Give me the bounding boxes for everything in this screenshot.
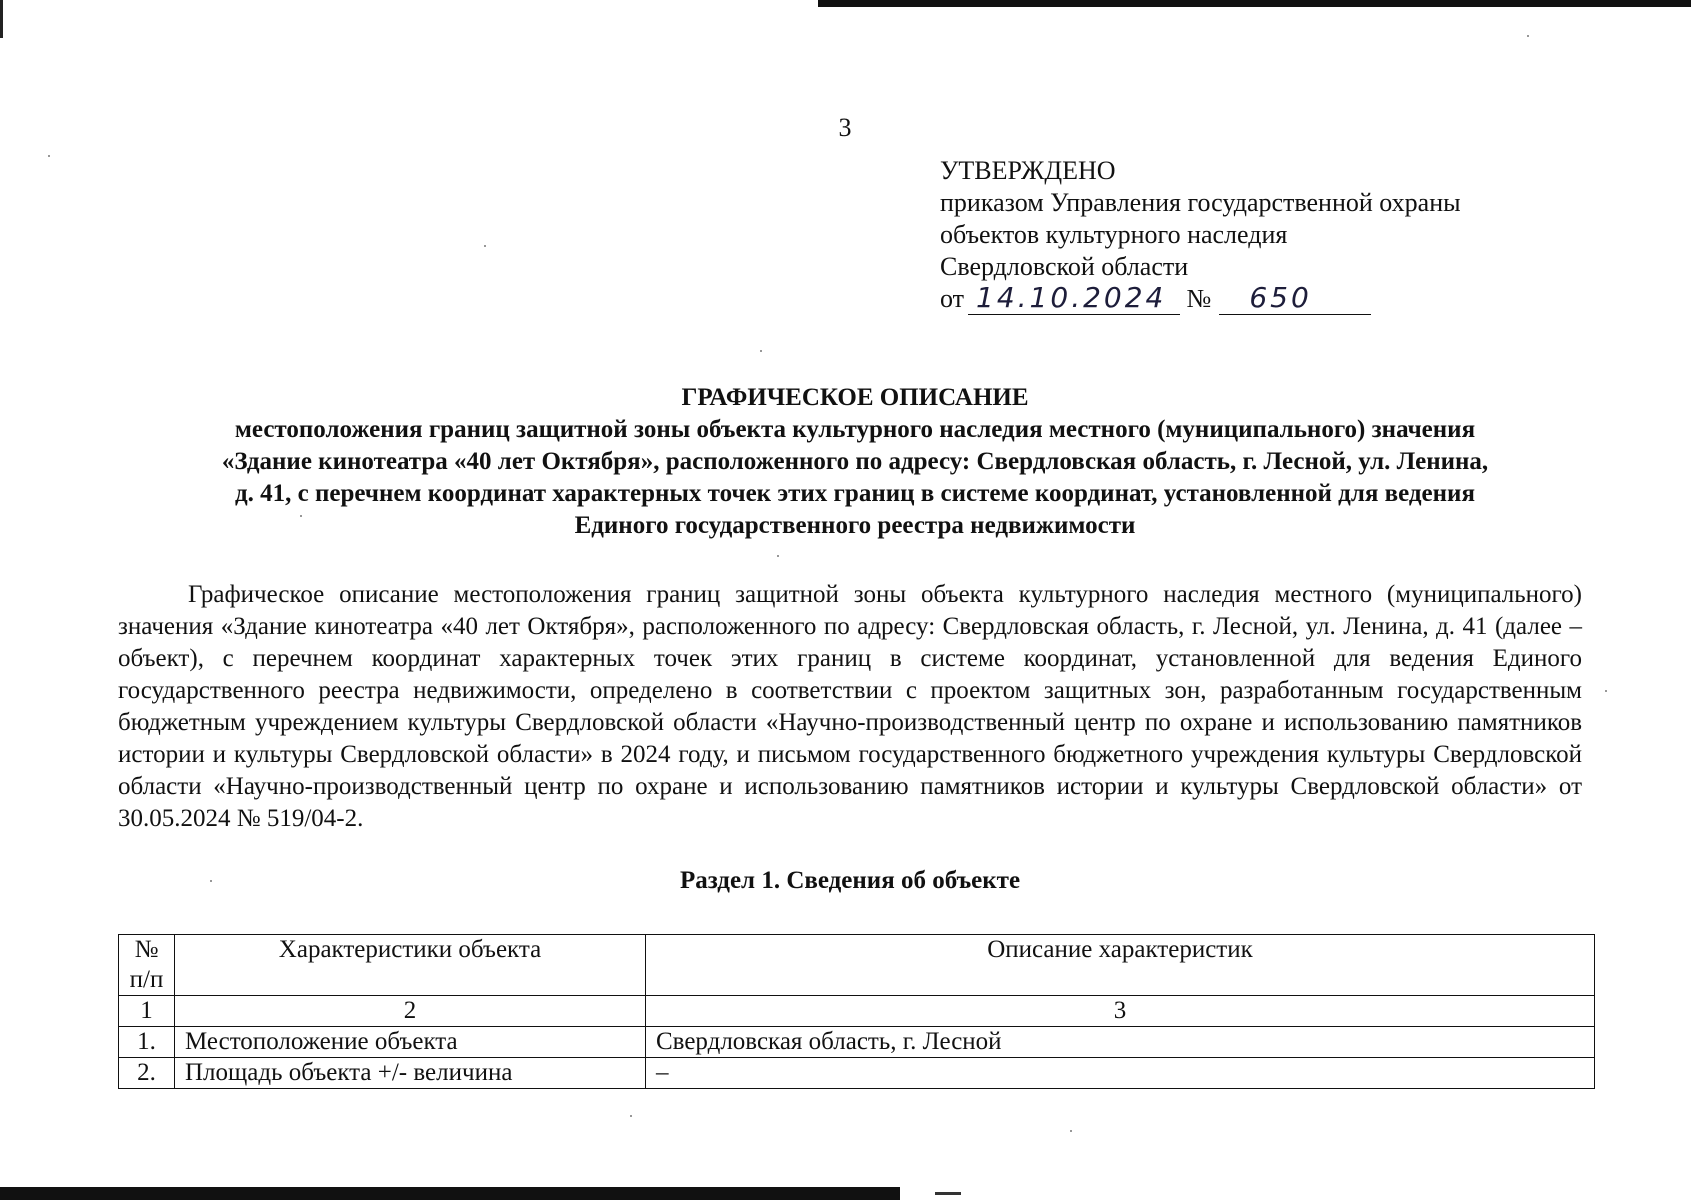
approval-stamp (940, 155, 1580, 315)
table-index-row (119, 996, 1595, 1027)
header-num (119, 935, 175, 996)
index-cell: 1 (119, 996, 175, 1027)
approval-heading: УТВЕРЖДЕНО (940, 156, 1116, 185)
header-num-sign: № (134, 936, 159, 963)
scan-border-top (818, 0, 1691, 7)
row-num: 1. (119, 1027, 175, 1058)
scan-speck (1605, 690, 1607, 692)
document-title (120, 382, 1590, 542)
row-description: – (646, 1058, 1595, 1089)
scan-border-left (0, 0, 3, 38)
date-prefix: от (940, 284, 965, 313)
scan-border-bottom (0, 1187, 900, 1200)
main-paragraph: Графическое описание местоположения границ защитной зоны объекта культурного наследия местного (муниципального) значения «Здание кинотеатра «40 лет Октября», расположенного по адресу: Свердловская область, г. Лесной, ул. Ленина, д. 41 (далее – объект), с перечнем координат характерных точек этих границ в системе координат, установленной для ведения Единого государственного реестра недвижимости, определено в соответствии с проектом защитных зон, разработанным государственным бюджетным учреждением культуры Свердловской области «Научно-производственный центр по охране и использованию памятников истории и культуры Свердловской области» в 2024 году, и письмом государственного бюджетного учреждения культуры Свердловской области «Научно-производственный центр по охране и использованию памятников истории и культуры Свердловской области» от 30.05.2024 № 519/04-2. (118, 581, 1582, 832)
object-info-table (118, 934, 1595, 1089)
scan-speck (1527, 35, 1529, 37)
handwritten-date: 14.10.2024 (976, 281, 1167, 314)
scan-speck (48, 155, 50, 157)
table-row (119, 1027, 1595, 1058)
index-cell: 3 (646, 996, 1595, 1027)
scan-speck (630, 1115, 632, 1117)
approval-line: Свердловской области (940, 252, 1189, 281)
scan-speck (777, 555, 779, 557)
approval-date-line (940, 283, 1580, 315)
handwritten-number: 650 (1249, 281, 1312, 314)
number-field (1219, 281, 1371, 315)
approval-line: объектов культурного наследия (940, 220, 1288, 249)
table-row (119, 1058, 1595, 1089)
row-characteristic: Площадь объекта +/- величина (175, 1058, 646, 1089)
header-description: Описание характеристик (646, 935, 1595, 996)
approval-line: приказом Управления государственной охраны (940, 188, 1461, 217)
header-characteristic: Характеристики объекта (175, 935, 646, 996)
header-num-pp: п/п (129, 966, 164, 993)
scan-speck (760, 350, 762, 352)
scan-speck (484, 245, 486, 247)
row-description: Свердловская область, г. Лесной (646, 1027, 1595, 1058)
index-cell: 2 (175, 996, 646, 1027)
title-line: «Здание кинотеатра «40 лет Октября», расположенного по адресу: Свердловская область, г. Лесной, ул. Ленина, (221, 448, 1489, 475)
scan-artifact-dash (935, 1192, 961, 1195)
title-line: Единого государственного реестра недвижимости (574, 512, 1136, 539)
date-field (968, 281, 1180, 315)
title-line: ГРАФИЧЕСКОЕ ОПИСАНИЕ (681, 384, 1029, 411)
section-heading: Раздел 1. Сведения об объекте (679, 867, 1021, 894)
row-characteristic: Местоположение объекта (175, 1027, 646, 1058)
row-num: 2. (119, 1058, 175, 1089)
title-line: д. 41, с перечнем координат характерных точек этих границ в системе координат, установленной для ведения (235, 480, 1475, 507)
number-sign: № (1186, 284, 1212, 313)
page-number: 3 (838, 113, 852, 142)
scan-speck (1070, 1130, 1072, 1132)
table-header-row (119, 935, 1595, 996)
title-line: местоположения границ защитной зоны объекта культурного наследия местного (муниципального) значения (234, 416, 1476, 443)
